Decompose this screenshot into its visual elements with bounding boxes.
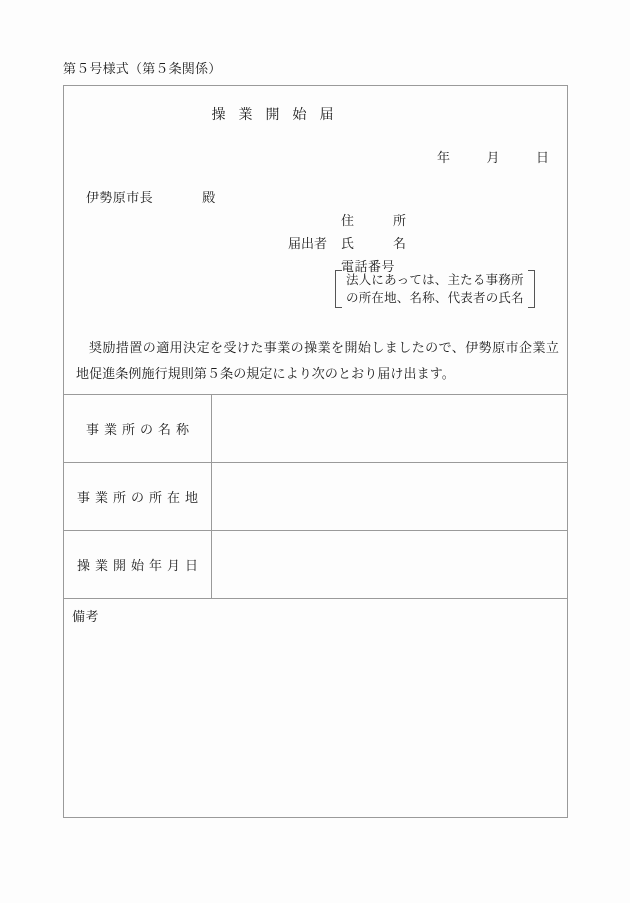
- table-row: [64, 531, 567, 599]
- submitter-name-label: 氏 名: [341, 236, 420, 251]
- submitter-phone-label: 電話番号: [341, 259, 396, 274]
- form-table: [64, 394, 567, 625]
- corporate-note-line-2: の所在地、名称、代表者の氏名: [346, 291, 524, 305]
- row-value-start-date[interactable]: [212, 531, 568, 599]
- row-value-office-location[interactable]: [212, 463, 568, 531]
- addressee-name: 伊勢原市長: [86, 190, 154, 205]
- date-month-label: 月: [486, 150, 500, 165]
- remarks-cell[interactable]: [64, 599, 567, 626]
- row-label-office-name-text: 事業所の名称: [85, 422, 194, 437]
- submitter-address-label: 住 所: [341, 213, 420, 228]
- submitter-tag: 届出者: [288, 236, 328, 251]
- addressee: [86, 187, 215, 206]
- table-row: [64, 463, 567, 531]
- row-label-start-date-text: 操業開始年月日: [76, 558, 203, 573]
- corporate-note: [335, 270, 535, 308]
- row-label-office-location: [64, 463, 212, 531]
- date-line: [437, 147, 549, 166]
- addressee-honorific: 殿: [202, 190, 216, 205]
- table-row-remarks: [64, 599, 567, 626]
- corporate-note-text: [342, 270, 528, 308]
- row-value-office-name[interactable]: [212, 395, 568, 463]
- form-header-section: [64, 86, 567, 394]
- form-frame: [63, 85, 568, 818]
- form-number: 第５号様式（第５条関係）: [63, 61, 222, 76]
- row-label-office-location-text: 事業所の所在地: [76, 490, 203, 505]
- row-label-office-name: [64, 395, 212, 463]
- date-day-label: 日: [535, 150, 549, 165]
- corporate-note-line-1: 法人にあっては、主たる事務所: [346, 273, 524, 287]
- bracket-right-icon: [528, 270, 535, 308]
- bracket-left-icon: [335, 270, 342, 308]
- date-year-label: 年: [436, 150, 450, 165]
- table-row: [64, 395, 567, 463]
- row-label-start-date: [64, 531, 212, 599]
- document-title: 操業開始届: [211, 108, 347, 123]
- remarks-label: 備考: [72, 609, 100, 624]
- body-paragraph: 奨励措置の適用決定を受けた事業の操業を開始しましたので、伊勢原市企業立地促進条例施行規則第５条の規定により次のとおり届け出ます。: [76, 340, 559, 381]
